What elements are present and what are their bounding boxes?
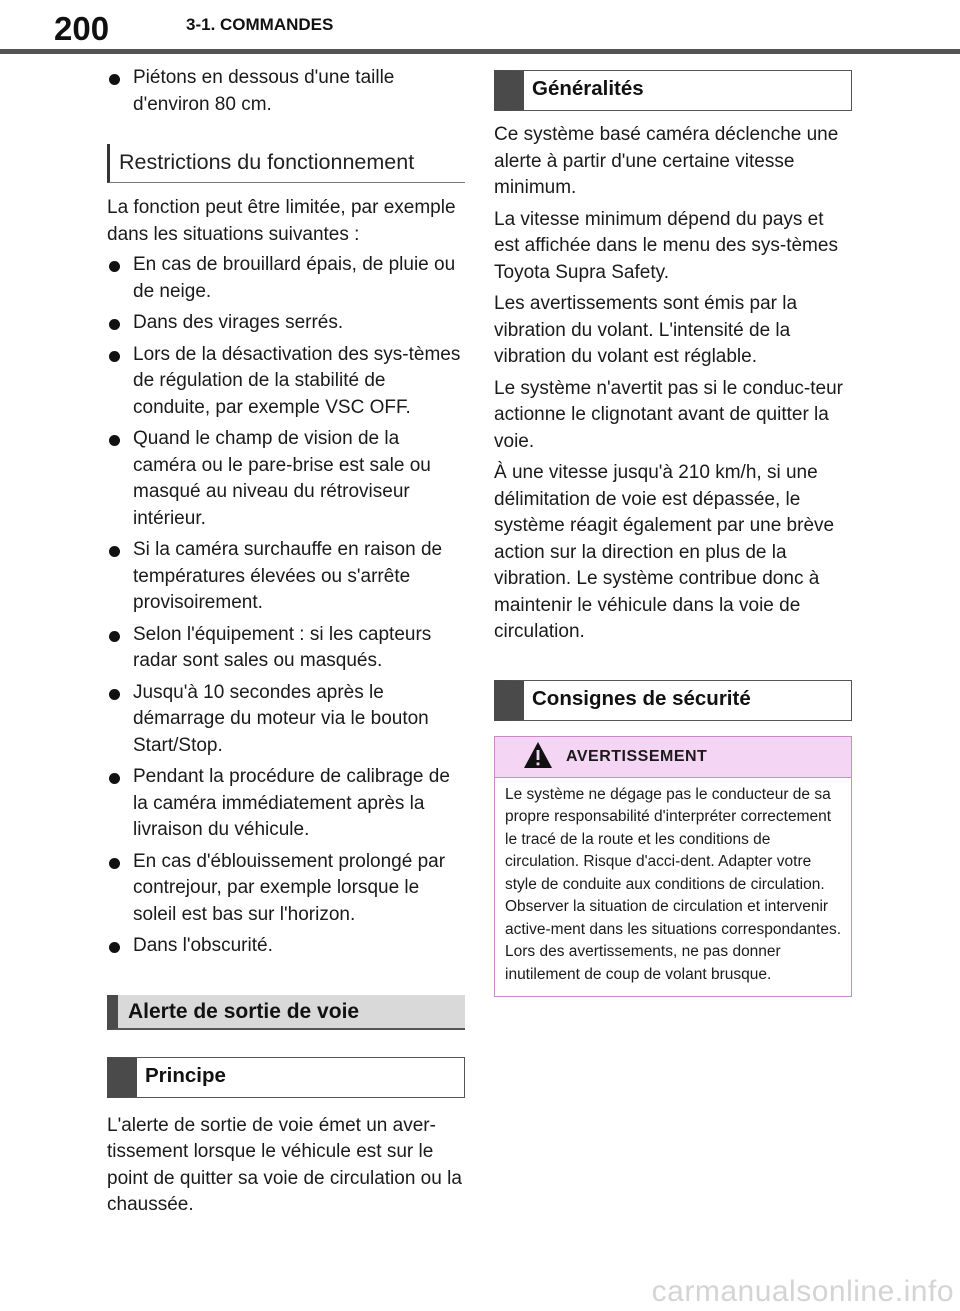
list-item: Lors de la désactivation des sys-tèmes de régulation de la stabilité de conduite, par exemple VSC OFF. <box>107 342 465 422</box>
warning-box <box>494 736 852 998</box>
left-column <box>107 60 465 1219</box>
intro-bullet-list <box>107 65 465 118</box>
list-item: En cas de brouillard épais, de pluie ou de neige. <box>107 252 465 305</box>
warning-text: Le système ne dégage pas le conducteur de sa propre responsabilité d'interpréter correctement le tracé de la route et les conditions de circulation. Risque d'acci-dent. Adapter votre style de conduite aux conditions de circulation. Observer la situation de circulation et intervenir active-ment dans les situations correspondantes. Lors des avertissements, ne pas donner inutilement de coup de volant brusque. <box>505 785 842 983</box>
general-paragraph: Ce système basé caméra déclenche une alerte à partir d'une certaine vitesse minimum. <box>494 124 839 198</box>
general-heading: Généralités <box>494 70 852 111</box>
safety-heading: Consignes de sécurité <box>494 680 852 721</box>
general-paragraph: La vitesse minimum dépend du pays et est affichée dans le menu des sys-tèmes Toyota Supra Safety. <box>494 208 838 283</box>
section-title: 3-1. COMMANDES <box>186 15 334 34</box>
principle-heading: Principe <box>107 1057 465 1098</box>
general-paragraph: Les avertissements sont émis par la vibration du volant. L'intensité de la vibration du volant est réglable. <box>494 293 798 367</box>
page-number: 200 <box>54 10 110 47</box>
general-paragraph: Le système n'avertit pas si le conduc-teur actionne le clignotant avant de quitter la voie. <box>494 377 843 452</box>
page-header <box>0 0 960 60</box>
list-item: Jusqu'à 10 secondes après le démarrage du moteur via le bouton Start/Stop. <box>107 680 465 760</box>
list-item: Si la caméra surchauffe en raison de températures élevées ou s'arrête provisoirement. <box>107 537 465 617</box>
header-rule <box>0 49 960 54</box>
list-item: Pendant la procédure de calibrage de la caméra immédiatement après la livraison du véhicule. <box>107 764 465 844</box>
list-item: Selon l'équipement : si les capteurs radar sont sales ou masqués. <box>107 622 465 675</box>
principle-text: L'alerte de sortie de voie émet un aver-tissement lorsque le véhicule est sur le point de quitter sa voie de circulation ou la chaussée. <box>107 1114 462 1215</box>
restrictions-intro: La fonction peut être limitée, par exemple dans les situations suivantes : <box>107 197 456 245</box>
restrictions-heading: Restrictions du fonctionnement <box>107 144 465 183</box>
lane-departure-heading: Alerte de sortie de voie <box>107 995 465 1030</box>
warning-header <box>495 737 851 778</box>
list-item: Quand le champ de vision de la caméra ou le pare-brise est sale ou masqué au niveau du rétroviseur intérieur. <box>107 426 465 532</box>
warning-title: AVERTISSEMENT <box>566 747 708 765</box>
list-item: Piétons en dessous d'une taille d'environ 80 cm. <box>107 65 465 118</box>
warning-triangle-icon <box>523 741 553 769</box>
watermark: carmanualsonline.info <box>651 1275 954 1308</box>
list-item: En cas d'éblouissement prolongé par contrejour, par exemple lorsque le soleil est bas sur l'horizon. <box>107 849 465 929</box>
general-paragraph: À une vitesse jusqu'à 210 km/h, si une délimitation de voie est dépassée, le système réagit également par une brève action sur la direction en plus de la vibration. Le système contribue donc à maintenir le véhicule dans la voie de circulation. <box>494 462 835 642</box>
list-item: Dans des virages serrés. <box>107 310 465 337</box>
right-column <box>494 60 852 997</box>
restrictions-bullet-list <box>107 252 465 960</box>
list-item: Dans l'obscurité. <box>107 933 465 960</box>
